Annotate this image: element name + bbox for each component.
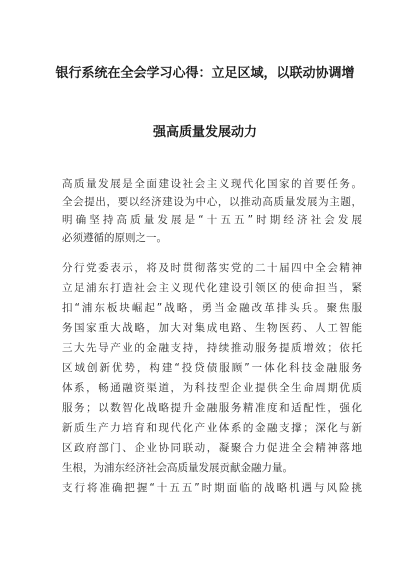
document-title-line-2: 强高质量发展动力 [152,125,257,140]
body-text-line: 支行将准确把握“十五五”时期面临的战略机遇与风险挑 [62,482,362,494]
body-text-line: 全会提出，要以经济建设为中心，以推动高质量发展为主题， [62,196,362,208]
body-text-line: 明确坚持高质量发展是“十五五”时期经济社会发展 [62,214,362,226]
body-text-line: 务国家重大战略，加大对集成电路、生物医药、人工智能 [62,322,362,334]
body-text-line: 高质量发展是全面建设社会主义现代化国家的首要任务。 [62,178,362,190]
body-text-line: 分行党委表示，将及时贯彻落实党的二十届四中全会精神 [62,262,362,274]
document-title-line-1: 银行系统在全会学习心得：立足区域，以联动协调增 [55,66,355,81]
body-text-line: 区域创新优势，构建“投贷债服顾”一体化科技金融服务 [62,362,362,374]
body-text-line: 新质生产力培育和现代化产业体系的金融支撑；深化与新 [62,422,362,434]
body-text-line: 扣“浦东板块崛起”战略，勇当金融改革排头兵。聚焦服 [62,302,362,314]
body-text-line: 必须遵循的原则之一。 [62,232,167,244]
body-text-line: 服务；以数智化战略提升金融服务精准度和适配性，强化 [62,402,362,414]
body-text-line: 立足浦东打造社会主义现代化建设引领区的使命担当，紧 [62,282,362,294]
body-text-line: 三大先导产业的金融支持，持续推动服务提质增效；依托 [62,342,362,354]
body-text-line: 区政府部门、企业协同联动，凝聚合力促进全会精神落地 [62,442,362,454]
body-text-line: 生根，为浦东经济社会高质量发展贡献金融力量。 [62,462,293,474]
body-text-line: 体系，畅通融资渠道，为科技型企业提供全生命周期优质 [62,382,362,394]
